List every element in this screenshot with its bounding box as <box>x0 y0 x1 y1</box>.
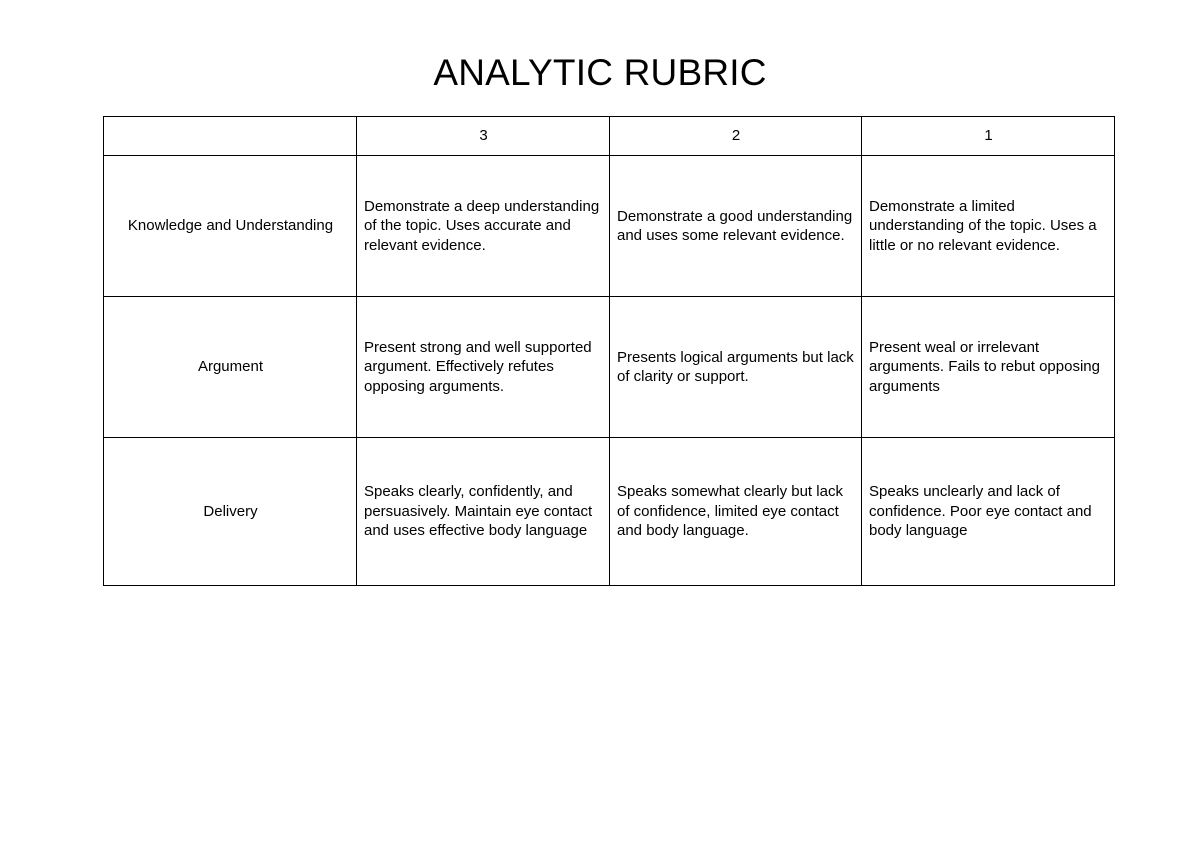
description-cell: Demonstrate a good understanding and uses some relevant evidence. <box>610 156 862 297</box>
description-cell: Presents logical arguments but lack of clarity or support. <box>610 297 862 438</box>
description-cell: Present weal or irrelevant arguments. Fails to rebut opposing arguments <box>862 297 1115 438</box>
header-cell-score-1: 1 <box>862 117 1115 156</box>
description-cell: Demonstrate a deep understanding of the topic. Uses accurate and relevant evidence. <box>357 156 610 297</box>
description-cell: Speaks clearly, confidently, and persuasively. Maintain eye contact and uses effective body language <box>357 438 610 586</box>
description-cell: Speaks somewhat clearly but lack of confidence, limited eye contact and body language. <box>610 438 862 586</box>
header-cell-score-2: 2 <box>610 117 862 156</box>
header-cell-criteria <box>104 117 357 156</box>
table-row <box>104 438 1115 586</box>
description-cell: Present strong and well supported argument. Effectively refutes opposing arguments. <box>357 297 610 438</box>
criterion-cell: Knowledge and Understanding <box>104 156 357 297</box>
criterion-cell: Delivery <box>104 438 357 586</box>
description-cell: Speaks unclearly and lack of confidence. Poor eye contact and body language <box>862 438 1115 586</box>
table-header-row <box>104 117 1115 156</box>
table-row <box>104 156 1115 297</box>
rubric-table <box>103 116 1115 586</box>
criterion-cell: Argument <box>104 297 357 438</box>
page-title: ANALYTIC RUBRIC <box>433 52 767 93</box>
table-row <box>104 297 1115 438</box>
description-cell: Demonstrate a limited understanding of the topic. Uses a little or no relevant evidence. <box>862 156 1115 297</box>
header-cell-score-3: 3 <box>357 117 610 156</box>
